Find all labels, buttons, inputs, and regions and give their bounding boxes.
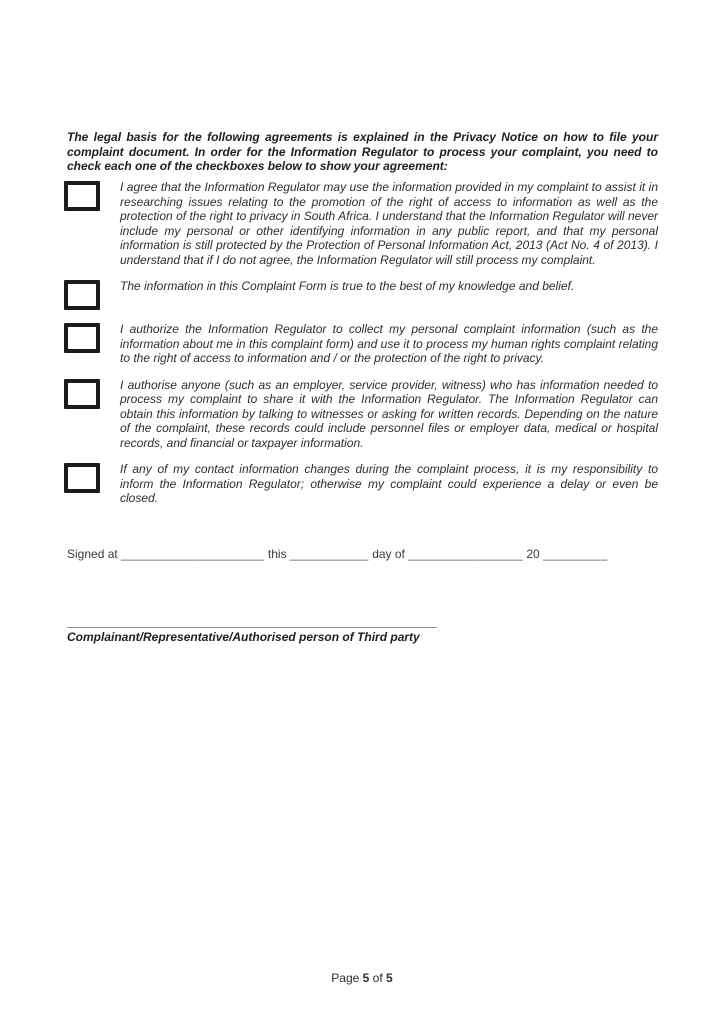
of-label: of [372, 971, 383, 985]
year-prefix-label: 20 [526, 547, 540, 561]
share-info-checkbox[interactable] [64, 379, 100, 409]
signed-at-line [67, 547, 658, 562]
truthfulness-checkbox[interactable] [64, 280, 100, 310]
agreements-list [64, 180, 658, 518]
signature-block [67, 612, 437, 645]
day-of-label: day of [372, 547, 405, 561]
agreement-item-truthfulness [64, 279, 658, 310]
share-info-agreement-text: I authorise anyone (such as an employer, service provider, witness) who has information needed to process my complaint to share it with the Information Regulator. The Information Regulator can obtain this information by talking to witnesses or asking for written records. Depending on the nature of the complaint, these records could include personnel files or employer data, medical or hospital records, and financial or taxpayer information. [120, 377, 658, 450]
agreement-item-contact-changes [64, 462, 658, 506]
agreement-item-collect-info [64, 322, 658, 366]
this-label: this [267, 547, 287, 561]
signatory-role-label: Complainant/Representative/Authorised person of Third party [67, 630, 420, 644]
signature-line[interactable] [67, 627, 437, 628]
signed-place-field[interactable]: ____________________ [121, 547, 265, 561]
signed-day-field[interactable]: ___________ [289, 547, 369, 561]
signed-year-field[interactable]: _________ [543, 547, 608, 561]
collect-info-checkbox[interactable] [64, 323, 100, 353]
signed-at-label: Signed at [67, 547, 118, 561]
research-use-agreement-text: I agree that the Information Regulator may use the information provided in my complaint to assist it in researching issues relating to the promotion of the right of access to information as well as the protection of the right to privacy in South Africa. I understand that the Information Regulator will never include my personal or other identifying information in any public report, and that my personal information is still protected by the Protection of Personal Information Act, 2013 (Act No. 4 of 2013). I understand that if I do not agree, the Information Regulator will still process my complaint. [120, 180, 658, 267]
page-number: 5 [362, 971, 370, 985]
legal-basis-intro-text: The legal basis for the following agreements is explained in the Privacy Notice on how to file your complaint document. In order for the Information Regulator to process your complaint, you need to check each one of the checkboxes below to show your agreement: [67, 130, 658, 173]
agreement-item-research-use [64, 180, 658, 267]
research-use-checkbox[interactable] [64, 181, 100, 211]
signed-month-field[interactable]: ________________ [408, 547, 524, 561]
contact-changes-checkbox[interactable] [64, 463, 100, 493]
collect-info-agreement-text: I authorize the Information Regulator to collect my personal complaint information (such as the information about me in this complaint form) and use it to process my human rights complaint relating to the right of access to information and / or the protection of the right to privacy. [120, 322, 658, 365]
page-label: Page [331, 971, 360, 985]
truthfulness-agreement-text: The information in this Complaint Form is true to the best of my knowledge and belief. [120, 279, 575, 293]
contact-changes-agreement-text: If any of my contact information changes during the complaint process, it is my responsibility to inform the Information Regulator; otherwise my complaint could experience a delay or even be closed. [120, 462, 658, 505]
agreement-item-share-info [64, 378, 658, 451]
page-footer [0, 971, 724, 986]
page-total: 5 [386, 971, 393, 985]
